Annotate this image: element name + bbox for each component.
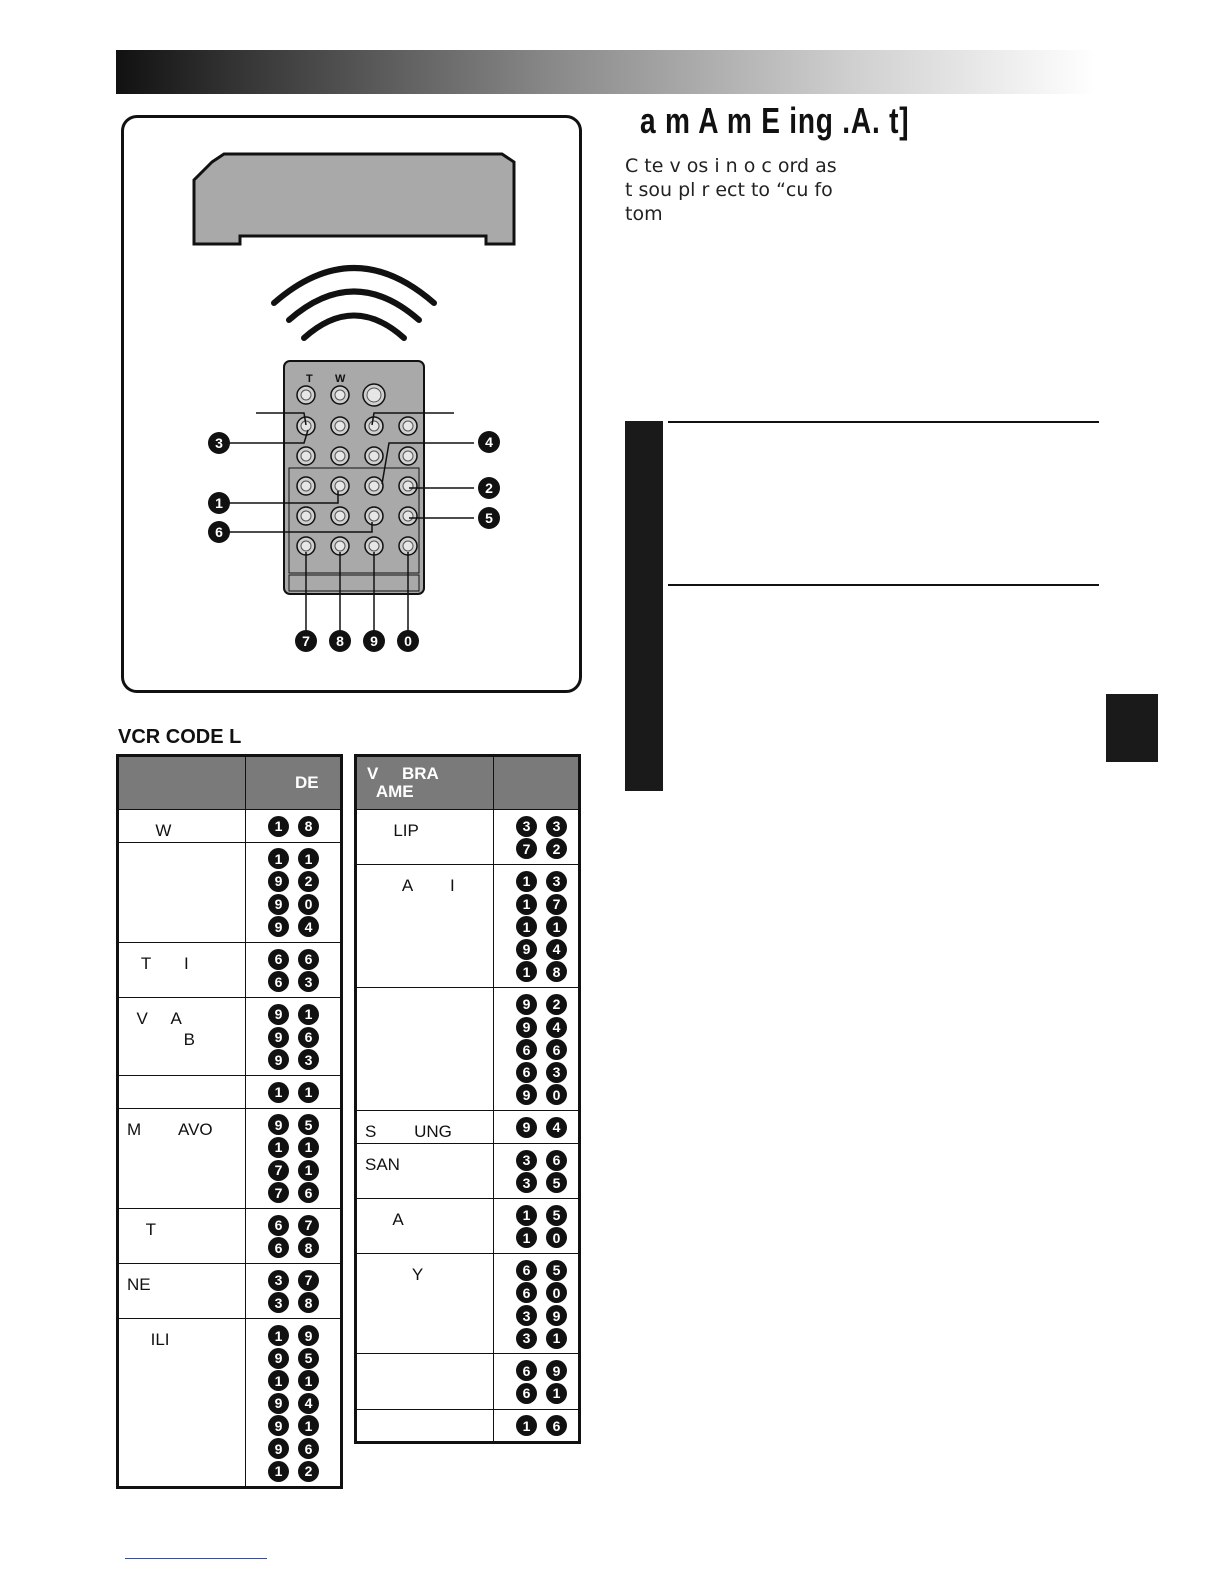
code-pair [516,1359,578,1382]
code-digit: 9 [268,1438,289,1459]
code-digit: 9 [516,994,537,1015]
table-row [356,1198,580,1253]
code-cell [246,1264,342,1319]
code-digit: 1 [268,1461,289,1482]
code-digit: 7 [546,894,567,915]
brand-cell [356,1409,494,1443]
page-title: a m A m E ing .A. t] [640,100,910,141]
code-digit: 3 [298,971,319,992]
code-pair [268,971,340,994]
remote-button-face-icon [335,481,345,491]
code-digit: 3 [516,1305,537,1326]
code-pair [268,1392,340,1415]
column-header-brand: V BRA AME [356,756,494,810]
code-cell [494,1409,580,1443]
code-digit: 8 [298,1237,319,1258]
code-digit: 6 [546,1415,567,1436]
table-row [356,810,580,865]
code-digit: 4 [546,939,567,960]
table-row [118,1108,342,1208]
code-digit: 5 [298,1348,319,1369]
remote-button-face-icon [335,421,345,431]
code-digit: 2 [298,1461,319,1482]
code-digit: 6 [298,949,319,970]
code-digit: 9 [546,1360,567,1381]
code-pair [268,1369,340,1392]
code-pair [516,1327,578,1350]
code-digit: 1 [516,871,537,892]
code-digit: 9 [516,1017,537,1038]
code-digit: 6 [516,1062,537,1083]
intro-line: C te v os i n o c ord as [625,155,837,177]
code-digit: 3 [546,871,567,892]
callout-9-label: 9 [370,633,378,649]
code-digit: 4 [546,1117,567,1138]
code-digit: 3 [546,1062,567,1083]
remote-button-face-icon [301,390,311,400]
code-pair [516,893,578,916]
table-row [356,1254,580,1354]
code-pair [516,1149,578,1172]
vcr-code-table-right [354,754,581,1444]
code-digit: 1 [546,1328,567,1349]
page-tab [1106,694,1158,762]
remote-button-face-icon [301,481,311,491]
code-digit: 3 [268,1292,289,1313]
table-row [118,998,342,1076]
code-digit: 9 [516,939,537,960]
remote-button-face-icon [335,511,345,521]
code-pair [516,1259,578,1282]
code-pair [516,1038,578,1061]
code-pair [268,848,340,871]
remote-button-face-icon [335,451,345,461]
remote-label-t: T [306,373,313,385]
code-digit: 3 [516,1150,537,1171]
code-digit: 9 [268,1114,289,1135]
code-digit: 9 [268,1393,289,1414]
brand-cell [356,1354,494,1409]
code-digit: 1 [516,916,537,937]
code-pair [516,1061,578,1084]
code-digit: 3 [516,1172,537,1193]
code-digit: 9 [268,916,289,937]
brand-cell [118,842,246,942]
code-digit: 9 [268,1027,289,1048]
code-digit: 6 [298,1438,319,1459]
remote-button-face-icon [403,511,413,521]
code-digit: 6 [516,1383,537,1404]
section-rule [668,421,1099,423]
remote-button-face-icon [403,421,413,431]
code-pair [516,1415,578,1438]
code-digit: 2 [546,994,567,1015]
code-pair [268,1437,340,1460]
code-list-heading: VCR CODE L [118,726,242,748]
code-cell [246,1208,342,1263]
code-digit: 6 [298,1182,319,1203]
code-digit: 5 [546,1205,567,1226]
code-pair [516,961,578,984]
code-digit: 9 [516,1117,537,1138]
vcr-code-table-left [116,754,343,1489]
code-pair [516,993,578,1016]
code-pair [268,1460,340,1483]
code-pair [516,1382,578,1405]
code-pair [268,1292,340,1315]
brand-cell: ILI [118,1319,246,1488]
code-digit: 6 [268,971,289,992]
brand-cell: W [118,810,246,843]
code-pair [268,1214,340,1237]
callout-1-label: 1 [215,495,223,511]
code-cell [494,865,580,988]
code-pair [516,1204,578,1227]
brand-cell: A [356,1198,494,1253]
code-digit: 3 [298,1049,319,1070]
table-row [356,1354,580,1409]
code-digit: 7 [268,1182,289,1203]
column-header-brand [118,756,246,810]
code-cell [246,842,342,942]
code-digit: 6 [516,1282,537,1303]
code-pair [268,1237,340,1260]
callout-8-label: 8 [336,633,344,649]
code-cell [246,1319,342,1488]
table-row [118,842,342,942]
code-digit: 4 [298,916,319,937]
code-digit: 1 [516,1415,537,1436]
code-digit: 4 [546,1017,567,1038]
code-digit: 2 [546,838,567,859]
remote-button-face-icon [335,390,345,400]
callout-0-label: 0 [404,633,412,649]
code-pair [268,948,340,971]
code-digit: 5 [546,1260,567,1281]
remote-button-face-icon [301,541,311,551]
intro-text [625,154,1097,226]
brand-cell: LIP [356,810,494,865]
code-digit: 6 [268,1237,289,1258]
code-digit: 1 [516,1205,537,1226]
code-cell [494,1198,580,1253]
code-digit: 5 [298,1114,319,1135]
code-pair [268,1026,340,1049]
code-digit: 0 [546,1084,567,1105]
code-digit: 0 [546,1282,567,1303]
code-digit: 8 [546,961,567,982]
code-digit: 4 [298,1393,319,1414]
code-digit: 3 [516,816,537,837]
code-cell [246,998,342,1076]
section-side-bar [625,421,663,791]
code-digit: 6 [546,1039,567,1060]
code-pair [268,1114,340,1137]
code-digit: 1 [268,1137,289,1158]
remote-button-face-icon [369,451,379,461]
code-cell [494,1354,580,1409]
code-digit: 1 [268,816,289,837]
code-digit: 1 [298,1004,319,1025]
header-bar [116,50,1096,94]
callout-7-label: 7 [302,633,310,649]
remote-label-w: W [335,373,346,385]
callout-3-label: 3 [215,435,223,451]
brand-cell: S UNG [356,1111,494,1144]
code-pair [516,870,578,893]
code-cell [494,988,580,1111]
table-row [356,1143,580,1198]
code-digit: 5 [546,1172,567,1193]
code-digit: 0 [546,1227,567,1248]
code-digit: 9 [268,1415,289,1436]
brand-cell: NE [118,1264,246,1319]
code-digit: 6 [516,1260,537,1281]
brand-cell: V A B [118,998,246,1076]
code-digit: 6 [546,1150,567,1171]
callout-6-label: 6 [215,524,223,540]
code-pair [516,1282,578,1305]
code-digit: 1 [546,1383,567,1404]
remote-button-face-icon [369,541,379,551]
code-cell [246,1075,342,1108]
code-digit: 1 [516,961,537,982]
callout-5-label: 5 [485,510,493,526]
callout-4-label: 4 [485,434,493,450]
brand-cell: M AVO [118,1108,246,1208]
code-digit: 1 [268,1082,289,1103]
code-digit: 6 [516,1039,537,1060]
code-pair [516,1227,578,1250]
code-digit: 7 [298,1270,319,1291]
code-digit: 6 [268,949,289,970]
code-digit: 9 [516,1084,537,1105]
code-digit: 1 [516,1227,537,1248]
brand-cell: T [118,1208,246,1263]
remote-figure [121,115,582,693]
code-digit: 8 [298,816,319,837]
remote-button-face-icon [301,511,311,521]
remote-button-face-icon [335,541,345,551]
code-pair [268,1269,340,1292]
remote-button-face-icon [369,421,379,431]
code-digit: 3 [546,816,567,837]
table-row [356,988,580,1111]
code-pair [268,1415,340,1438]
remote-diagram [124,118,585,696]
code-pair [268,1347,340,1370]
code-digit: 6 [516,1360,537,1381]
code-digit: 7 [268,1160,289,1181]
code-digit: 9 [268,1348,289,1369]
remote-button-face-icon [369,511,379,521]
code-pair [268,915,340,938]
section-rule [668,584,1099,586]
code-pair [516,1116,578,1139]
code-digit: 9 [268,1049,289,1070]
intro-line: t sou pl r ect to “cu fo [625,179,833,201]
table-row [356,1409,580,1443]
remote-button-face-icon [403,481,413,491]
column-header-code [494,756,580,810]
code-digit: 9 [298,1325,319,1346]
code-digit: 1 [268,1325,289,1346]
code-digit: 1 [268,848,289,869]
code-pair [268,893,340,916]
code-pair [268,870,340,893]
code-pair [268,1136,340,1159]
remote-button-face-icon [403,451,413,461]
table-row [118,1075,342,1108]
code-digit: 2 [298,871,319,892]
code-digit: 9 [268,871,289,892]
code-pair [268,1181,340,1204]
code-cell [494,1111,580,1144]
code-cell [246,942,342,997]
table-row [118,1319,342,1488]
code-pair [516,1016,578,1039]
brand-cell: A I [356,865,494,988]
code-digit: 3 [268,1270,289,1291]
code-digit: 0 [298,894,319,915]
column-header-code: DE [246,756,342,810]
code-pair [516,1171,578,1194]
remote-button-face-icon [369,481,379,491]
intro-line: tom [625,203,663,225]
code-pair [516,1304,578,1327]
code-digit: 1 [268,1370,289,1391]
callout-2-label: 2 [485,480,493,496]
brand-cell: SAN [356,1143,494,1198]
remote-button-face-icon [403,541,413,551]
page-link-underline[interactable] [125,1558,267,1559]
code-pair [516,815,578,838]
remote-button-face-icon [367,388,381,402]
table-row [118,1264,342,1319]
code-pair [516,838,578,861]
brand-cell [118,1075,246,1108]
brand-cell: Y [356,1254,494,1354]
code-digit: 1 [298,1370,319,1391]
code-pair [268,1081,340,1104]
code-pair [268,1048,340,1071]
code-cell [494,810,580,865]
code-digit: 1 [298,1415,319,1436]
code-digit: 1 [298,1082,319,1103]
brand-cell: T I [118,942,246,997]
code-pair [268,1324,340,1347]
code-pair [268,1003,340,1026]
code-digit: 8 [298,1292,319,1313]
code-pair [268,815,340,838]
code-digit: 6 [298,1027,319,1048]
brand-cell [356,988,494,1111]
code-pair [516,915,578,938]
code-pair [516,1084,578,1107]
table-row [356,1111,580,1144]
code-cell [494,1143,580,1198]
table-row [118,942,342,997]
table-row [356,865,580,988]
code-cell [246,810,342,843]
code-digit: 1 [516,894,537,915]
code-digit: 3 [516,1328,537,1349]
code-digit: 1 [298,1137,319,1158]
code-cell [246,1108,342,1208]
code-cell [494,1254,580,1354]
code-digit: 9 [268,894,289,915]
code-digit: 9 [546,1305,567,1326]
code-digit: 9 [268,1004,289,1025]
code-digit: 1 [546,916,567,937]
code-digit: 7 [516,838,537,859]
remote-button-face-icon [301,451,311,461]
code-pair [268,1159,340,1182]
table-row [118,810,342,843]
code-digit: 1 [298,848,319,869]
table-row [118,1208,342,1263]
code-digit: 1 [298,1160,319,1181]
code-pair [516,938,578,961]
code-digit: 7 [298,1215,319,1236]
code-digit: 6 [268,1215,289,1236]
